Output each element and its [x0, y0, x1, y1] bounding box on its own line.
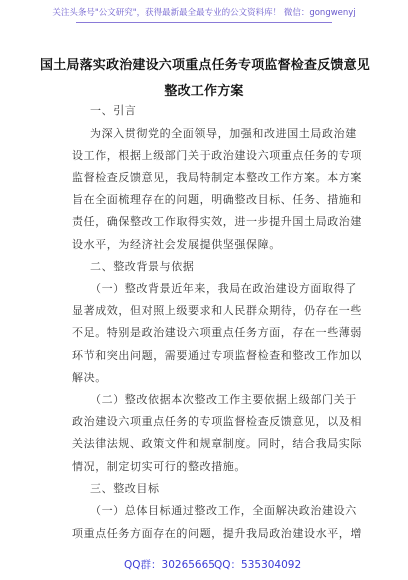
paragraph-line: 设水平，为经济社会发展提供坚强保障。 — [72, 238, 281, 251]
paragraph-line: 解决。 — [72, 371, 107, 384]
paragraph-line: 项重点任务方面存在的问题，提升我局政治建设水平，增 — [72, 527, 362, 540]
paragraph-line: （一）整改背景近年来，我局在政治建设方面取得了 — [90, 282, 357, 295]
paragraph-line: 环节和突出问题，需要通过专项监督检查和整改工作加以 — [72, 349, 362, 362]
header-promo-note: 关注头条号"公文研究"，获得最新最全最专业的公文资料库！ 微信：gongwenyj — [52, 8, 356, 18]
paragraph-line: 设工作，根据上级部门关于政治建设六项重点任务的专项 — [72, 149, 362, 162]
section-heading-intro: 一、引言 — [90, 104, 137, 117]
document-title-line-2: 整改工作方案 — [164, 84, 244, 99]
paragraph-line: 责任，确保整改工作取得实效，进一步提升国土局政治建 — [72, 215, 362, 228]
header-divider — [76, 22, 332, 23]
section-heading-goals: 三、整改目标 — [90, 482, 160, 495]
paragraph-line: （一）总体目标通过整改工作，全面解决政治建设六 — [90, 504, 357, 517]
paragraph-line: 情况，制定切实可行的整改措施。 — [72, 460, 246, 473]
paragraph-line: 监督检查反馈意见，我局特制定本整改工作方案。本方案 — [72, 171, 362, 184]
paragraph-line: 不足。特别是政治建设六项重点任务方面，存在一些薄弱 — [72, 326, 362, 339]
paragraph-line: 旨在全面梳理存在的问题，明确整改目标、任务、措施和 — [72, 193, 362, 206]
document-title-line-1: 国土局落实政治建设六项重点任务专项监督检查反馈意见 — [40, 58, 371, 73]
paragraph-line: 显著成效，但对照上级要求和人民群众期待，仍存在一些 — [72, 304, 362, 317]
footer-qq-number: QQ：535304092 — [214, 559, 302, 571]
paragraph-line: 为深入贯彻党的全面领导，加强和改进国土局政治建 — [90, 127, 357, 140]
paragraph-line: （二）整改依据本次整改工作主要依据上级部门关于 — [90, 393, 357, 406]
section-heading-background: 二、整改背景与依据 — [90, 260, 195, 273]
paragraph-line: 关法律法规、政策文件和规章制度。同时，结合我局实际 — [72, 437, 362, 450]
footer-qq-group: QQ群：30265665 — [124, 559, 215, 571]
paragraph-line: 政治建设六项重点任务的专项监督检查反馈意见，以及相 — [72, 415, 362, 428]
